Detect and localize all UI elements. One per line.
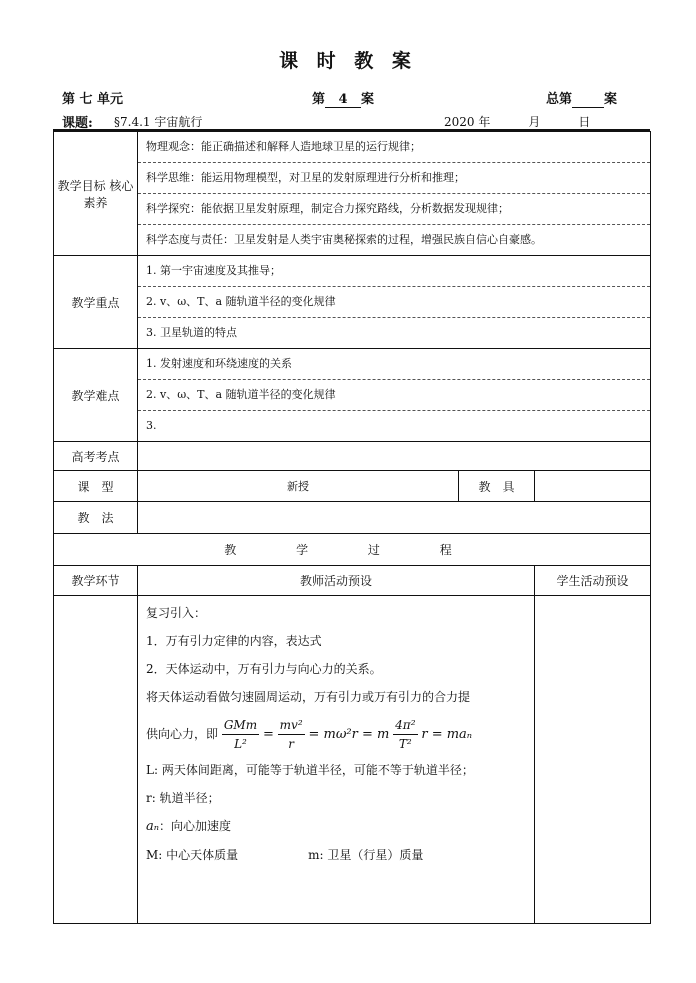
difficulty-item: 2. v、ω、T、a 随轨道半径的变化规律 xyxy=(138,380,650,411)
key-row xyxy=(54,256,651,349)
exam-row xyxy=(54,442,651,471)
frac-mv: $\frac{\text{mv²}}{r}$ xyxy=(279,718,303,751)
formula-line: 供向心力，即 $\frac{\text{GMm}}{\text{L²}}$ = $\frac{\text{mv²}}{r}$ = mω²r = m $\frac{\text{4π²}}{\text{T²}}$ r = maₙ xyxy=(146,718,473,751)
stage-cell xyxy=(54,596,138,924)
teacher-activity-cell xyxy=(138,596,535,924)
frac-gmm: $\frac{\text{GMm}}{\text{L²}}$ xyxy=(223,718,258,751)
lesson-plan-table xyxy=(53,131,651,924)
process-body-row xyxy=(54,596,651,924)
def-r: r: 轨道半径； xyxy=(146,791,220,805)
col-stage: 教学环节 xyxy=(54,566,138,596)
topic-value: §7.4.1 宇宙航行 xyxy=(114,113,256,131)
col-teacher: 教师活动预设 xyxy=(138,566,535,596)
goals-list xyxy=(138,132,650,255)
question-1: 1．万有引力定律的内容，表达式 xyxy=(146,634,322,648)
tools-label: 教 具 xyxy=(459,471,535,502)
def-an: aₙ：向心加速度 xyxy=(146,819,232,834)
goal-item: 科学态度与责任：卫星发射是人类宇宙奥秘探索的过程，增强民族自信心自豪感。 xyxy=(146,233,542,246)
topic-label: 课题: xyxy=(62,116,93,131)
key-item: 2. v、ω、T、a 随轨道半径的变化规律 xyxy=(138,287,650,318)
type-row xyxy=(54,471,651,502)
goals-label: 教学目标 核心素养 xyxy=(54,132,138,256)
def-mass: M: 中心天体质量 m: 卫星（行星）质量 xyxy=(146,848,424,862)
key-label: 教学重点 xyxy=(54,256,138,349)
page-title: 课 时 教 案 xyxy=(279,50,417,72)
difficulty-item: 1. 发射速度和环绕速度的关系 xyxy=(138,349,650,380)
difficulty-row xyxy=(54,349,651,442)
key-item: 3. 卫星轨道的特点 xyxy=(146,326,237,339)
question-2: 2．天体运动中，万有引力与向心力的关系。 xyxy=(146,662,382,676)
type-label: 课 型 xyxy=(54,471,138,502)
date-field: 2020 年 月 日 xyxy=(444,115,591,129)
goals-row xyxy=(54,132,651,256)
frac-4pi: $\frac{\text{4π²}}{\text{T²}}$ xyxy=(395,718,416,751)
method-label: 教 法 xyxy=(54,502,138,534)
lesson-number: 第 4 案 xyxy=(312,92,375,107)
process-title: 教 学 过 程 xyxy=(54,534,651,566)
exam-label: 高考考点 xyxy=(54,442,138,471)
method-row xyxy=(54,502,651,534)
col-student: 学生活动预设 xyxy=(535,566,651,596)
key-item: 1. 第一宇宙速度及其推导； xyxy=(138,256,650,287)
difficulty-item: 3. xyxy=(146,419,157,432)
unit-label: 第 七 单元 xyxy=(62,92,124,107)
total-number: 总第 案 xyxy=(546,92,618,107)
model-text: 将天体运动看做匀速圆周运动，万有引力或万有引力的合力提 xyxy=(146,690,471,704)
process-header-row xyxy=(54,566,651,596)
review-heading: 复习引入： xyxy=(146,606,207,620)
tools-value xyxy=(535,471,651,502)
def-L: L: 两天体间距离，可能等于轨道半径，可能不等于轨道半径； xyxy=(146,763,474,777)
difficulty-label: 教学难点 xyxy=(54,349,138,442)
goal-item: 科学思维：能运用物理模型，对卫星的发射原理进行分析和推理； xyxy=(138,163,650,194)
student-activity-cell xyxy=(535,596,651,924)
goal-item: 物理观念：能正确描述和解释人造地球卫星的运行规律； xyxy=(138,132,650,163)
goal-item: 科学探究：能依据卫星发射原理，制定合力探究路线，分析数据发现规律； xyxy=(138,194,650,225)
process-title-row xyxy=(54,534,651,566)
type-value: 新授 xyxy=(138,471,459,502)
